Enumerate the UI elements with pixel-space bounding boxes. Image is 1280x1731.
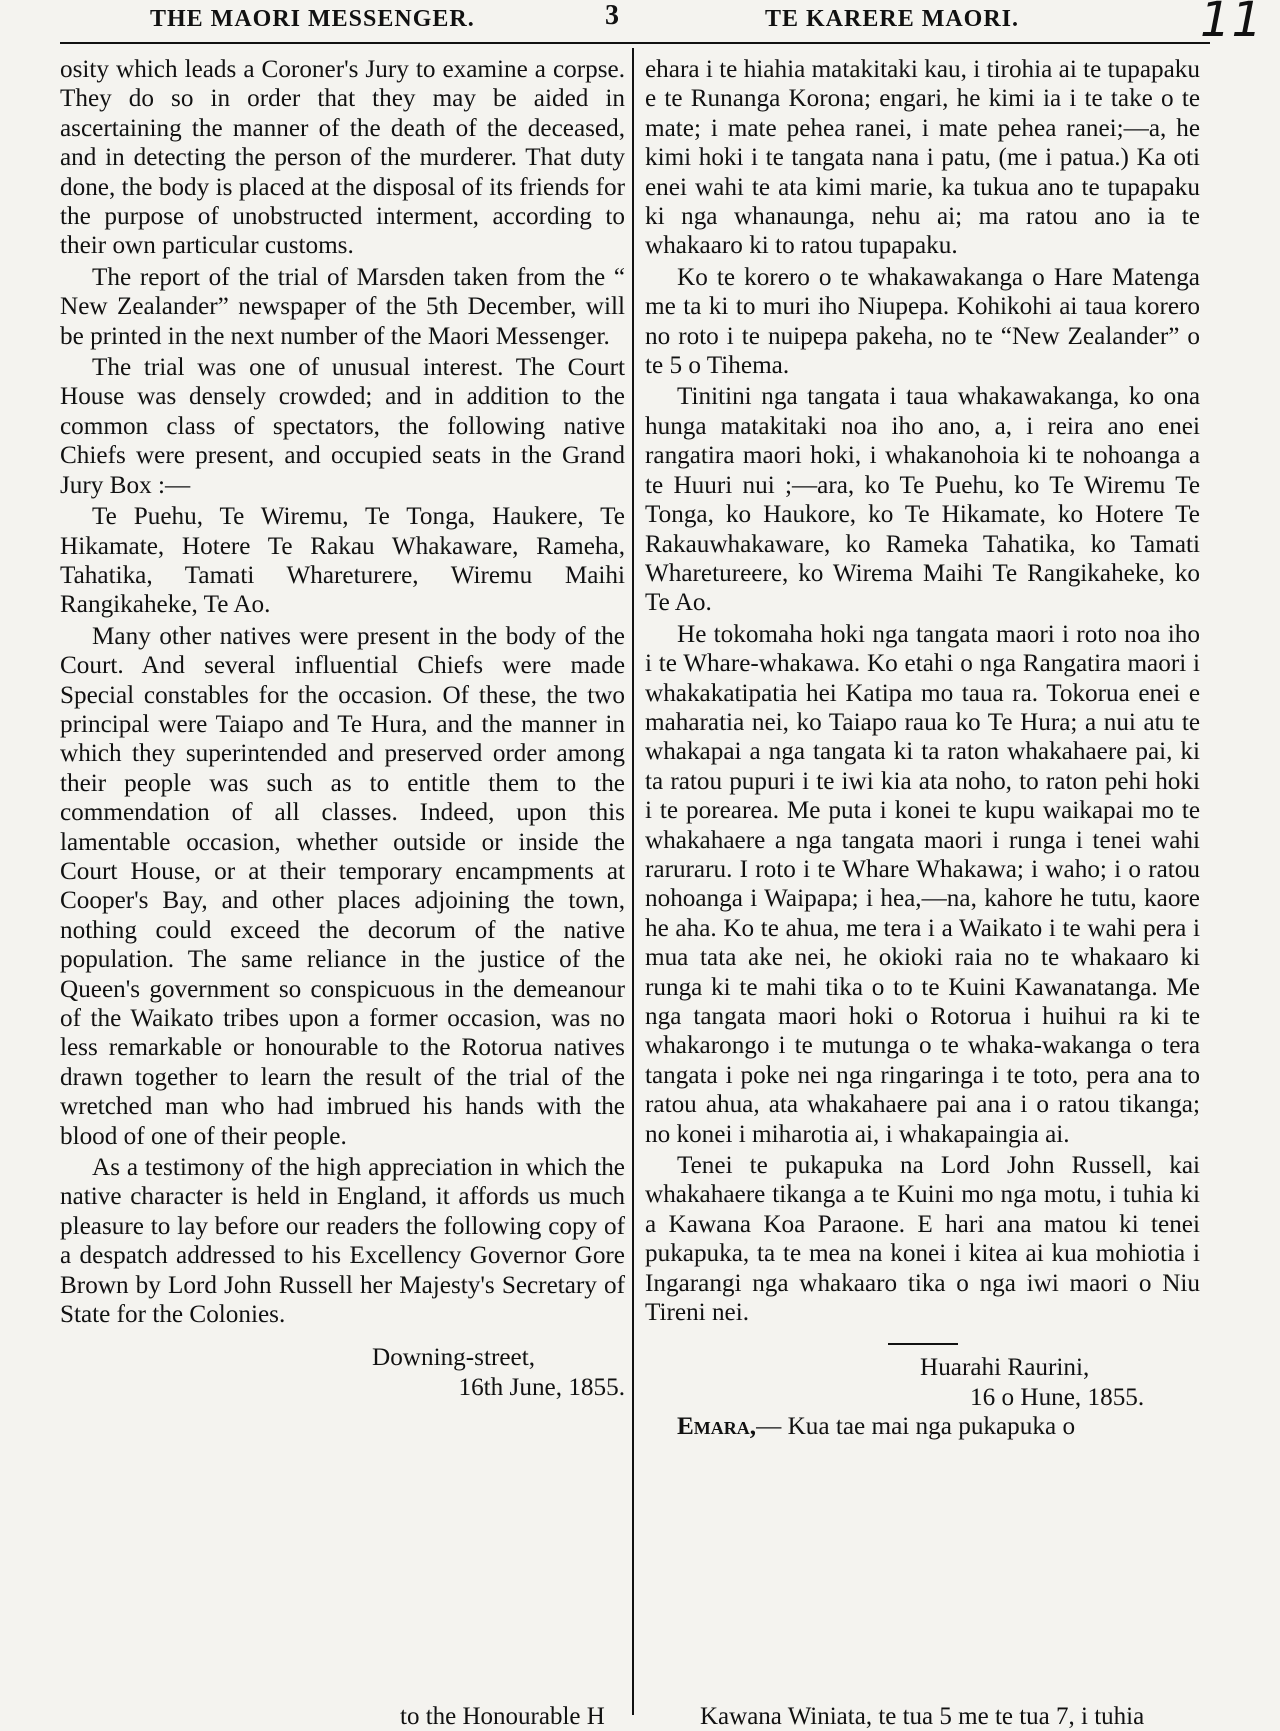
emara-text: — Kua tae mai nga pukapuka o	[756, 1413, 1076, 1441]
paragraph: Ko te korero o te whakawakanga o Hare Matenga me ta ki to muri iho Niupepa. Kohikohi ai taua korero no roto i te nuipepa pakeha, no te “New Zealander” o te 5 o Tihema.	[645, 263, 1200, 380]
emara-paragraph	[645, 1412, 1200, 1441]
section-rule	[888, 1343, 958, 1345]
paragraph: osity which leads a Coroner's Jury to examine a corpse. They do so in order that they may be aided in ascertaining the manner of the death of the deceased, and in detecting the person of the murderer. That duty done, the body is placed at the disposal of its friends for the purpose of unobstructed interment, according to their own particular customs.	[60, 56, 625, 260]
maori-column	[645, 55, 1200, 1444]
header-rule	[60, 42, 1210, 44]
newspaper-title-maori: TE KARERE MAORI.	[765, 6, 1020, 32]
dateline-date: 16 o Hune, 1855.	[970, 1383, 1145, 1411]
paragraph: He tokomaha hoki nga tangata maori i roto noa iho i te Whare-whakawa. Ko etahi o nga Rangatira maori i whakakatipatia hei Katipa mo taua ra. Tokorua enei e maharatia nei, ko Taiapo raua ko Te Hura; a nui atu te whakapai a nga tangata ki ta raton whakahaere pai, ki ta ratou pupuri i te iwi kia ata noho, to raton pehi hoki i te porearea. Me puta i konei te kupu waikapai mo te whakahaere a nga tangata maori i runga i tenei wahi raruraru. I roto i te Whare Whakawa; i waho; i o ratou nohoanga i Waipapa; i hea,—na, kahore he tutu, kaore he aha. Ko te ahua, me tera i a Waikato i te wahi pera i mua tata ake nei, he okioki raia no te whakaaro ki runga ki te mahi tika o to te Kuini Kawanatanga. Me nga tangata maori hoki o Rotorua i huihui ra ki te whakarongo i te mutunga o te whaka-wakanga o tera tangata i poke nei nga ringaringa i te toto, pera ana to ratou ahua, ata whakahaere pai ana i o ratou tikanga; no konei i miharotia ai, i whakapaingia ai.	[645, 620, 1200, 1148]
paragraph: The report of the trial of Marsden taken from the “ New Zealander” newspaper of the 5th December, will be printed in the next number of the Maori Messenger.	[60, 263, 625, 350]
paragraph: Many other natives were present in the body of the Court. And several influential Chiefs were made Special constables for the occasion. Of these, the two principal were Taiapo and Te Hura, and the manner in which they superintended and preserved order among their people was such as to entitle them to the commendation of all classes. Indeed, upon this lamentable occasion, whether outside or inside the Court House, or at their temporary encampments at Cooper's Bay, and other places adjoining the town, nothing could exceed the decorum of the native population. The same reliance in the justice of the Queen's government so conspicuous in the demeanour of the Waikato tribes upon a former occasion, was no less remarkable or honourable to the Rotorua natives drawn together to learn the result of the trial of the wretched man who had imbrued his hands with the blood of one of their people.	[60, 622, 625, 1150]
despatch-dateline	[60, 1343, 625, 1403]
cut-off-line-left: to the Honourable H	[400, 1703, 605, 1730]
newspaper-title-english: THE MAORI MESSENGER.	[150, 6, 475, 32]
dateline-place: Downing-street,	[372, 1344, 535, 1372]
maori-dateline	[645, 1353, 1200, 1412]
handwritten-folio-number: 11	[1200, 0, 1264, 48]
emara-label: Emara,	[677, 1413, 757, 1441]
paragraph: As a testimony of the high appreciation in which the native character is held in England, it affords us much pleasure to lay before our readers the following copy of a despatch addressed to his Excellency Governor Gore Brown by Lord John Russell her Majesty's Secretary of State for the Colonies.	[60, 1154, 625, 1329]
paragraph: Tinitini nga tangata i taua whakawakanga, ko ona hunga matakitaki noa iho ano, a, i reira ano enei rangatira maori hoki, i whakanohoia ki te nohoanga a te Huuri nui ;—ara, ko Te Puehu, ko Te Wiremu Te Tonga, ko Haukore, ko Te Hikamate, ko Hotere Te Rakauwhakaware, ko Rameka Tahatika, ko Tamati Wharetureere, ko Wirema Maihi Te Rangikaheke, ko Te Ao.	[645, 383, 1200, 617]
page-header	[120, 0, 1264, 48]
column-divider	[632, 48, 634, 1715]
dateline-date: 16th June, 1855.	[458, 1374, 625, 1402]
dateline-place: Huarahi Raurini,	[920, 1354, 1090, 1382]
paragraph: Te Puehu, Te Wiremu, Te Tonga, Haukere, Te Hikamate, Hotere Te Rakau Whakaware, Rameha, Tahatika, Tamati Whareturere, Wiremu Maihi Rangikaheke, Te Ao.	[60, 503, 625, 619]
page-number: 3	[605, 0, 620, 31]
paragraph: Tenei te pukapuka na Lord John Russell, kai whakahaere tikanga a te Kuini mo nga motu, i tuhia ki a Kawana Koa Paraone. E hari ana matou ki tenei pukapuka, ta te mea na konei i kitea ai kua mohiotia i Ingarangi nga whakaaro tika o nga iwi maori o Niu Tireni nei.	[645, 1152, 1200, 1327]
english-column	[60, 55, 625, 1403]
paragraph: ehara i te hiahia matakitaki kau, i tirohia ai te tupapaku e te Runanga Korona; engari, he kimi ia i te take o te mate; i mate pehea ranei, i mate pehea ranei;—a, he kimi hoki i te tangata nana i patu, (me i patua.) Ka oti enei wahi te ata kimi marie, ka tukua ano te tupapaku ki nga whanaunga, nehu ai; ma ratou ano ia te whakaaro ki to ratou tupapaku.	[645, 56, 1200, 260]
cut-off-line-right: Kawana Winiata, te tua 5 me te tua 7, i tuhia	[700, 1703, 1145, 1730]
paragraph: The trial was one of unusual interest. The Court House was densely crowded; and in addition to the common class of spectators, the following native Chiefs were present, and occupied seats in the Grand Jury Box :—	[60, 354, 625, 499]
